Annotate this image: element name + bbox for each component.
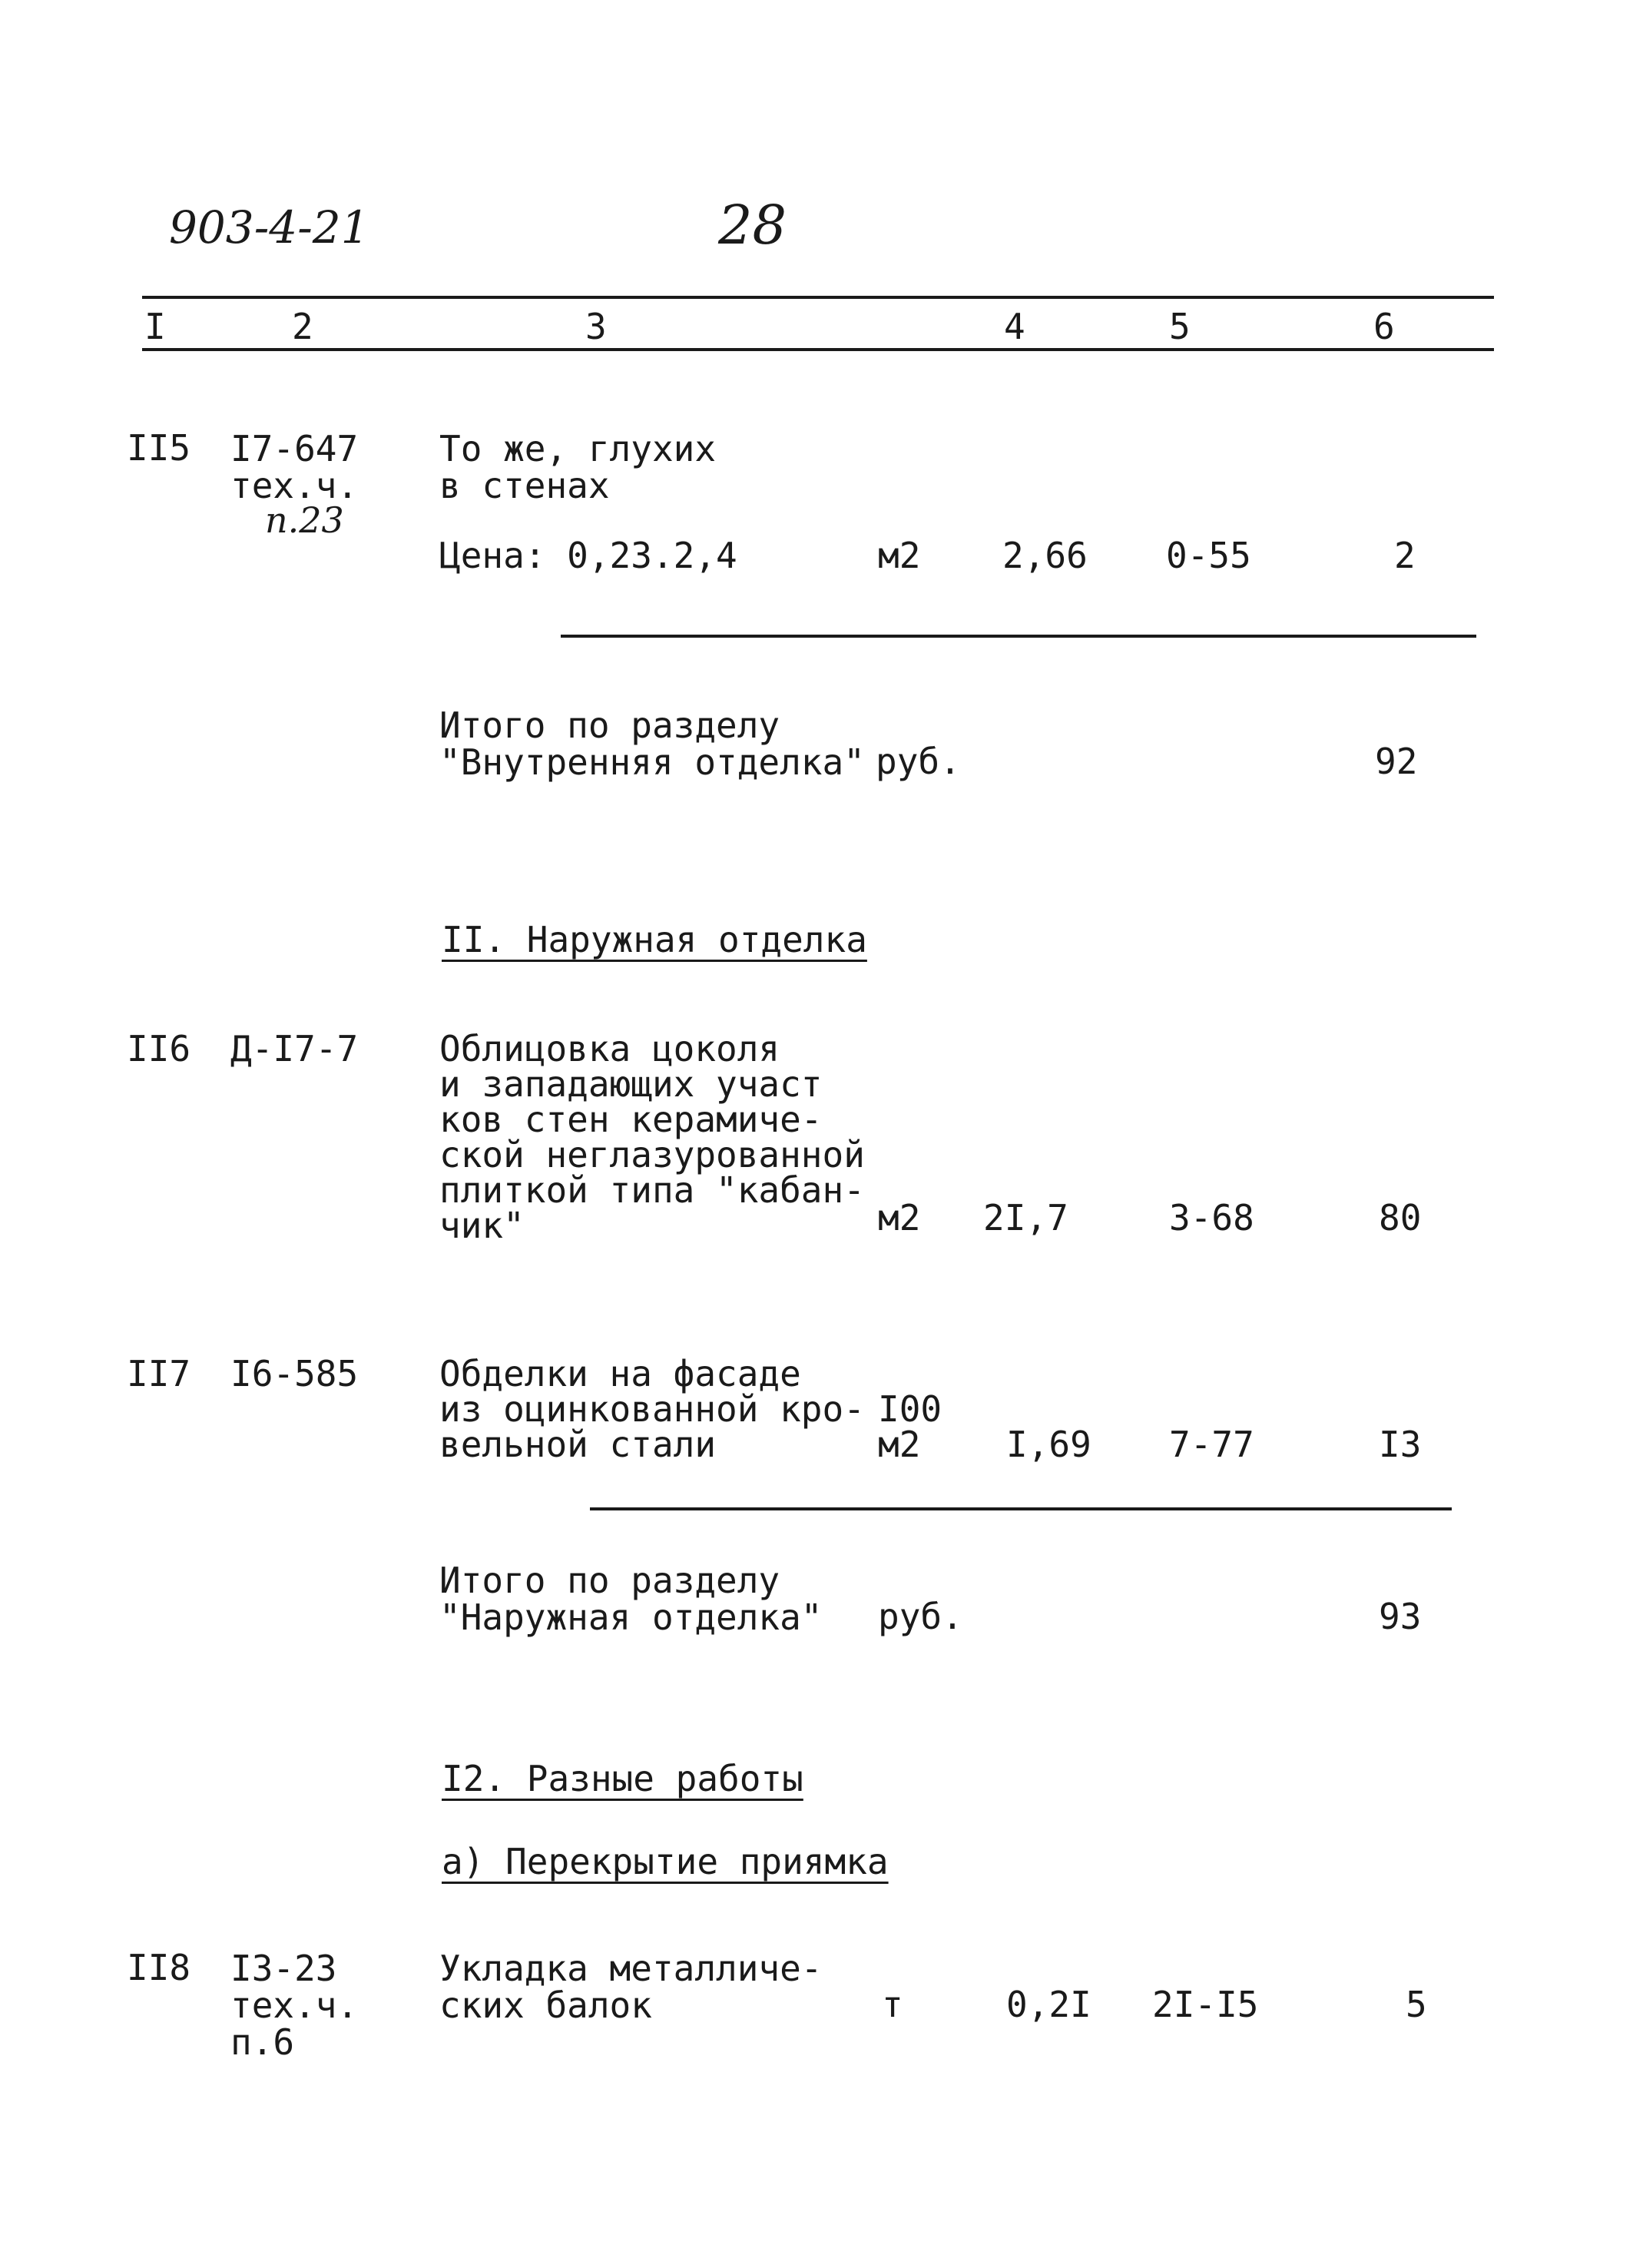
header-top-rule <box>142 296 1494 299</box>
row-115-number: II5 <box>127 427 191 469</box>
subtotal-rule-2 <box>590 1507 1452 1510</box>
col-header-5: 5 <box>1169 306 1191 347</box>
subtotal-2-unit: руб. <box>878 1596 963 1637</box>
row-116-quantity: 2I,7 <box>983 1197 1068 1238</box>
row-118-rate: 2I-I5 <box>1152 1984 1259 2025</box>
header-bottom-rule <box>142 348 1494 351</box>
row-115-total: 2 <box>1394 535 1416 576</box>
section-11-title: II. Наружная отделка <box>442 919 867 960</box>
row-116-rate: 3-68 <box>1169 1197 1254 1238</box>
row-115-unit: м2 <box>878 535 921 576</box>
row-118-quantity: 0,2I <box>1006 1984 1091 2025</box>
row-115-code: I7-647 тех.ч. <box>230 428 359 506</box>
row-115-description: То же, глухих в стенах <box>439 428 717 506</box>
row-115-quantity: 2,66 <box>1002 535 1088 576</box>
row-115-code-note: п.23 <box>265 499 344 541</box>
subtotal-1-unit: руб. <box>876 741 961 782</box>
row-117-description: Обделки на фасаде из оцинкованной кро- вельной стали <box>439 1353 865 1465</box>
subtotal-1-total: 92 <box>1375 741 1418 782</box>
page-number: 28 <box>718 194 787 257</box>
section-12-title: I2. Разные работы <box>442 1758 803 1799</box>
row-117-rate: 7-77 <box>1169 1424 1254 1465</box>
subtotal-2-description: Итого по разделу "Наружная отделка" <box>439 1560 823 1638</box>
row-116-code: Д-I7-7 <box>230 1028 359 1069</box>
row-115-rate: 0-55 <box>1166 535 1251 576</box>
col-header-4: 4 <box>1004 306 1025 347</box>
row-117-total: I3 <box>1379 1424 1422 1465</box>
row-118-code: I3-23 тех.ч. п.6 <box>230 1948 359 2063</box>
row-117-quantity: I,69 <box>1006 1424 1091 1465</box>
col-header-6: 6 <box>1373 306 1395 347</box>
section-12-subtitle: а) Перекрытие приямка <box>442 1841 889 1882</box>
subtotal-1-description: Итого по разделу "Внутренняя отделка" <box>439 705 865 783</box>
col-header-2: 2 <box>292 306 313 347</box>
subtotal-rule-1 <box>561 635 1476 638</box>
row-118-description: Укладка металличе- ских балок <box>439 1948 823 2026</box>
subtotal-2-total: 93 <box>1379 1596 1422 1637</box>
col-header-3: 3 <box>585 306 607 347</box>
col-header-1: I <box>144 306 166 347</box>
row-117-unit: I00 м2 <box>878 1388 942 1465</box>
row-118-unit: т <box>882 1984 903 2025</box>
row-118-total: 5 <box>1406 1984 1427 2025</box>
row-117-code: I6-585 <box>230 1353 359 1394</box>
row-116-number: II6 <box>127 1028 191 1069</box>
row-118-number: II8 <box>127 1947 191 1988</box>
row-117-number: II7 <box>127 1353 191 1394</box>
document-code: 903-4-21 <box>169 201 369 254</box>
row-116-unit: м2 <box>878 1197 921 1238</box>
row-115-price: Цена: 0,23.2,4 <box>439 535 737 576</box>
row-116-total: 80 <box>1379 1197 1422 1238</box>
row-116-description: Облицовка цоколя и западающих участ ков стен керамиче- ской неглазурованной плиткой типа "кабан- чик" <box>439 1028 865 1246</box>
